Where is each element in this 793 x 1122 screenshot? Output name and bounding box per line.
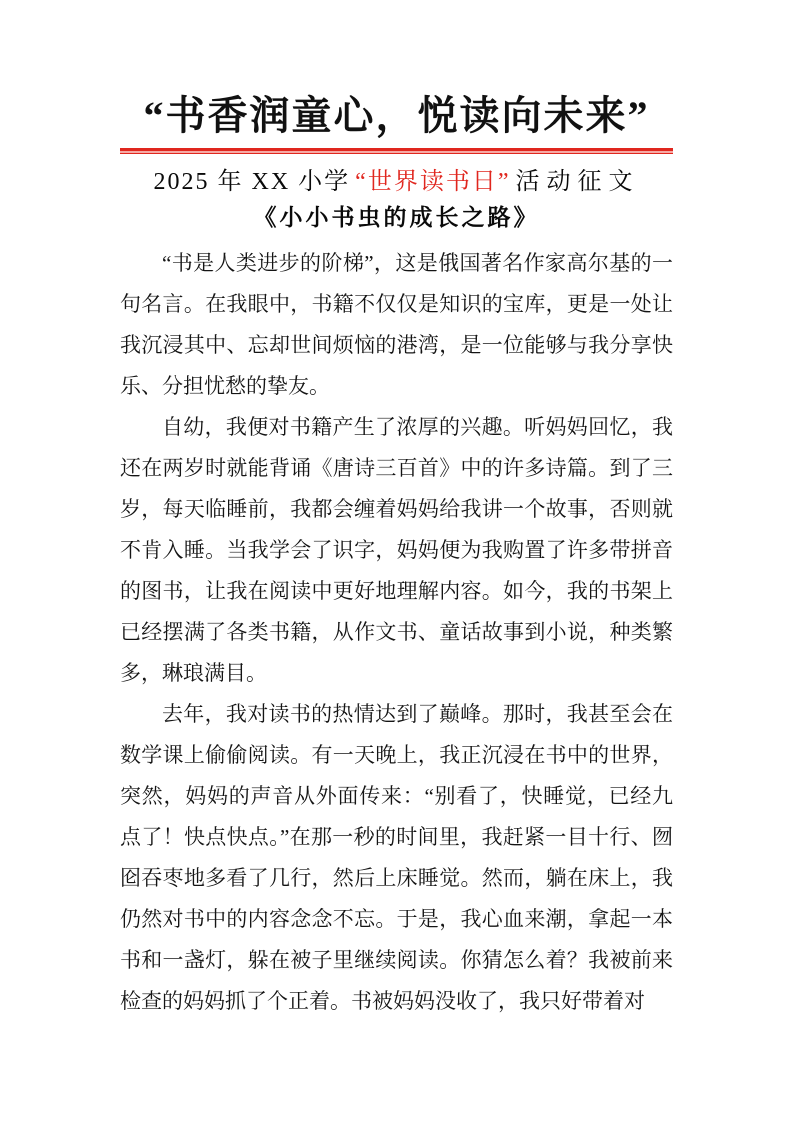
paragraph-1: “书是人类进步的阶梯”，这是俄国著名作家高尔基的一句名言。在我眼中，书籍不仅仅是知识的宝库，更是一处让我沉浸其中、忘却世间烦恼的港湾，是一位能够与我分享快乐、分担忧愁的挚友。 <box>120 251 673 398</box>
subtitle-suffix: 活动征文 <box>515 169 640 195</box>
banner-title: “书香润童心，悦读向未来” <box>143 93 650 138</box>
activity-subtitle <box>120 167 673 197</box>
subtitle-highlight-red: “世界读书日” <box>355 169 511 195</box>
essay-body <box>120 243 673 1022</box>
subtitle-prefix: 2025 年 XX 小学 <box>153 169 351 195</box>
red-double-divider <box>120 148 673 154</box>
essay-title: 《小小书虫的成长之路》 <box>253 205 540 230</box>
paragraph-3: 去年，我对读书的热情达到了巅峰。那时，我甚至会在数学课上偷偷阅读。有一天晚上，我正沉浸在书中的世界，突然，妈妈的声音从外面传来：“别看了，快睡觉，已经九点了！快点快点。”在那一秒的时间里，我赶紧一目十行、囫囵吞枣地多看了几行，然后上床睡觉。然而，躺在床上，我仍然对书中的内容念念不忘。于是，我心血来潮，拿起一本书和一盏灯，躲在被子里继续阅读。你猜怎么着？我被前来检查的妈妈抓了个正着。书被妈妈没收了，我只好带着对 <box>120 702 673 1013</box>
paragraph-2: 自幼，我便对书籍产生了浓厚的兴趣。听妈妈回忆，我还在两岁时就能背诵《唐诗三百首》中的许多诗篇。到了三岁，每天临睡前，我都会缠着妈妈给我讲一个故事，否则就不肯入睡。当我学会了识字，妈妈便为我购置了许多带拼音的图书，让我在阅读中更好地理解内容。如今，我的书架上已经摆满了各类书籍，从作文书、童话故事到小说，种类繁多，琳琅满目。 <box>120 415 673 685</box>
